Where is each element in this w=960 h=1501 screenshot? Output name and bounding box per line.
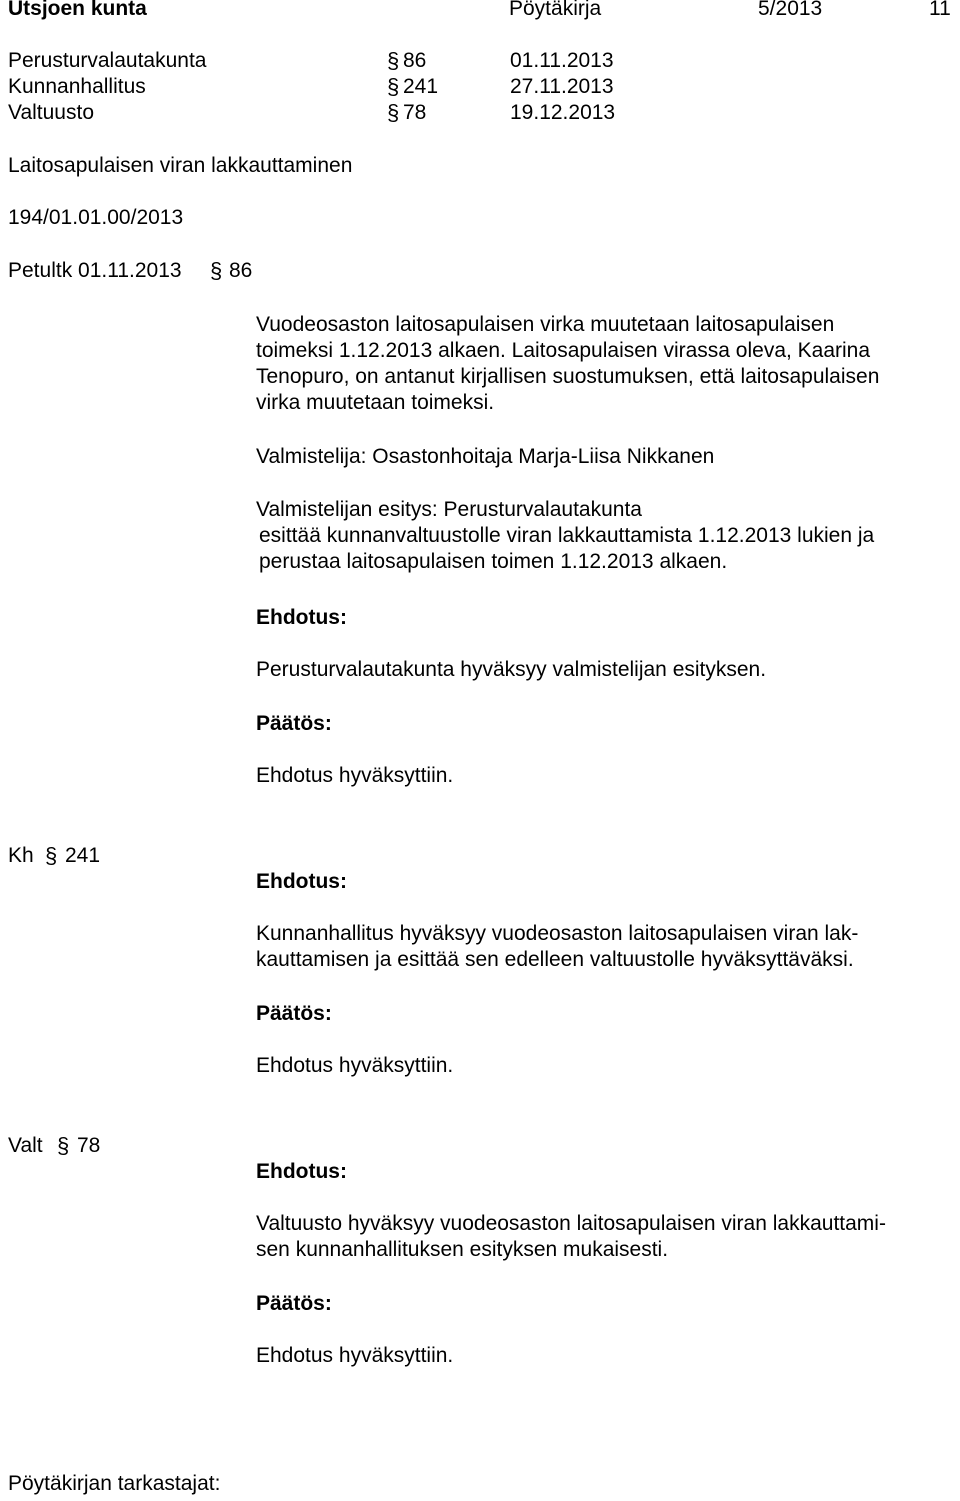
minutes-checkers-label: Pöytäkirjan tarkastajat: xyxy=(8,1472,221,1495)
petultk-intro xyxy=(256,312,956,416)
petultk-reference: Petultk 01.11.2013 xyxy=(8,259,182,282)
section-sign: § xyxy=(210,258,223,283)
paatos-heading: Päätös: xyxy=(256,1292,332,1315)
text-line: Valtuusto hyväksyy vuodeosaston laitosapulaisen viran lakkauttami- xyxy=(256,1212,886,1235)
ehdotus-heading: Ehdotus: xyxy=(256,606,347,629)
text-line: kauttamisen ja esittää sen edelleen valtuustolle hyväksyttäväksi. xyxy=(256,948,854,971)
municipality-name: Utsjoen kunta xyxy=(8,0,147,20)
text-line: Valmistelijan esitys: Perusturvalautakunta xyxy=(256,498,642,521)
text-line: virka muutetaan toimeksi. xyxy=(256,391,495,414)
section-sign: § xyxy=(387,100,400,125)
petultk-section-number: 86 xyxy=(229,259,253,282)
section-sign: § xyxy=(45,843,58,868)
paatos-heading: Päätös: xyxy=(256,712,332,735)
preparer: Valmistelija: Osastonhoitaja Marja-Liisa Nikkanen xyxy=(256,445,715,468)
matter-title: Laitosapulaisen viran lakkauttaminen xyxy=(8,154,353,177)
section-sign: § xyxy=(387,74,400,99)
section-row-num: 78 xyxy=(403,101,427,124)
section-row-date: 19.12.2013 xyxy=(510,101,616,124)
section-row-body: Kunnanhallitus xyxy=(8,75,146,98)
kh-reference: Kh xyxy=(8,844,34,867)
ehdotus-text xyxy=(256,921,956,973)
text-line: esittää kunnanvaltuustolle viran lakkauttamista 1.12.2013 lukien ja xyxy=(259,524,875,547)
section-row-body: Valtuusto xyxy=(8,101,94,124)
paatos-text: Ehdotus hyväksyttiin. xyxy=(256,1054,454,1077)
valt-section-number: 78 xyxy=(77,1134,101,1157)
section-sign: § xyxy=(387,48,400,73)
paatos-heading: Päätös: xyxy=(256,1002,332,1025)
text-line: Tenopuro, on antanut kirjallisen suostumuksen, että laitosapulaisen xyxy=(256,365,880,388)
document-type: Pöytäkirja xyxy=(509,0,602,20)
text-line: Kunnanhallitus hyväksyy vuodeosaston laitosapulaisen viran lak- xyxy=(256,922,859,945)
ehdotus-text xyxy=(256,1211,956,1263)
ehdotus-heading: Ehdotus: xyxy=(256,1160,347,1183)
text-line: Vuodeosaston laitosapulaisen virka muutetaan laitosapulaisen xyxy=(256,313,835,336)
paatos-text: Ehdotus hyväksyttiin. xyxy=(256,1344,454,1367)
ehdotus-text: Perusturvalautakunta hyväksyy valmistelijan esityksen. xyxy=(256,658,767,681)
section-sign: § xyxy=(57,1133,70,1158)
document-number: 5/2013 xyxy=(758,0,823,20)
paatos-text: Ehdotus hyväksyttiin. xyxy=(256,764,454,787)
preparer-proposal xyxy=(256,497,956,575)
ehdotus-heading: Ehdotus: xyxy=(256,870,347,893)
text-line: perustaa laitosapulaisen toimen 1.12.2013 alkaen. xyxy=(259,550,728,573)
section-row-num: 241 xyxy=(403,75,439,98)
text-line: toimeksi 1.12.2013 alkaen. Laitosapulaisen virassa oleva, Kaarina xyxy=(256,339,871,362)
valt-reference: Valt xyxy=(8,1134,43,1157)
section-row-date: 01.11.2013 xyxy=(510,49,614,72)
section-row-body: Perusturvalautakunta xyxy=(8,49,207,72)
page-number: 11 xyxy=(929,0,951,20)
kh-section-number: 241 xyxy=(65,844,101,867)
section-row-date: 27.11.2013 xyxy=(510,75,614,98)
section-row-num: 86 xyxy=(403,49,427,72)
record-id: 194/01.01.00/2013 xyxy=(8,206,184,229)
text-line: sen kunnanhallituksen esityksen mukaisesti. xyxy=(256,1238,669,1261)
